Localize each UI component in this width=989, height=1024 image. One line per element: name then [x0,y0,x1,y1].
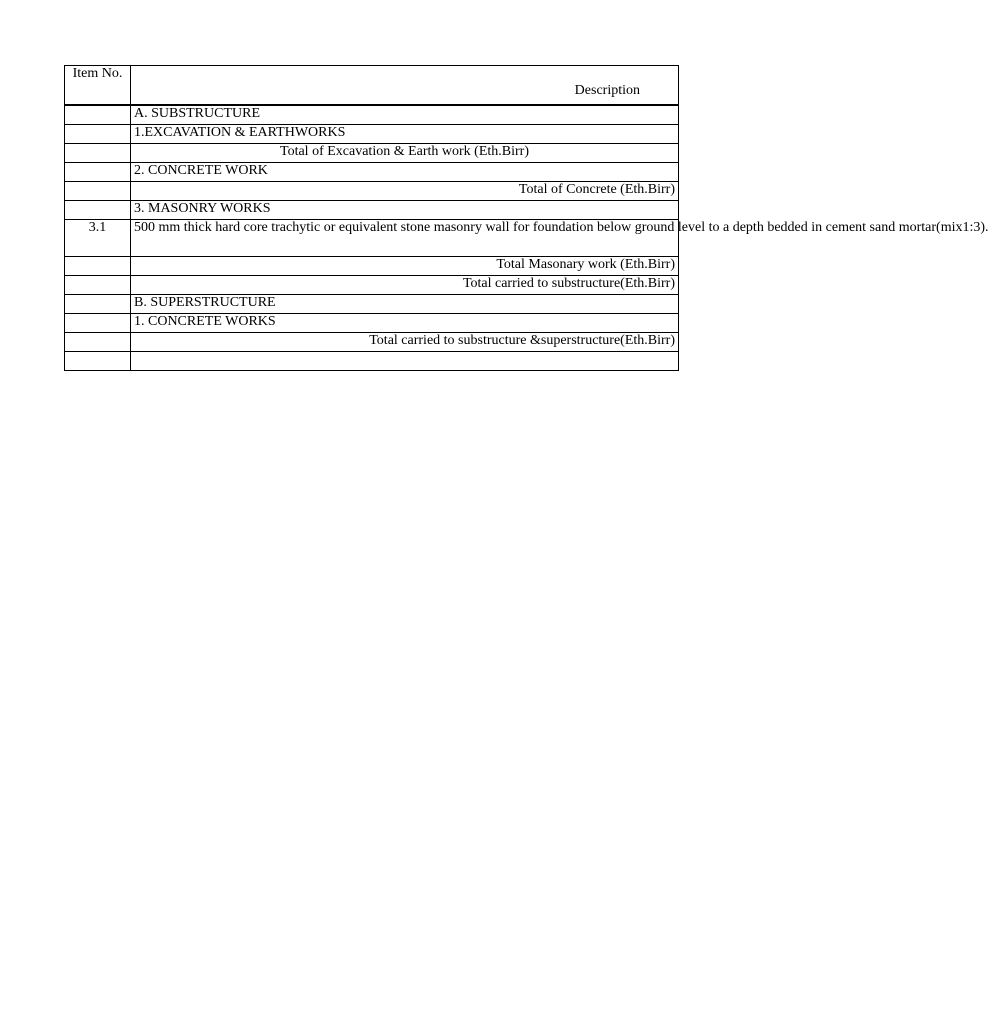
masonry-total: Total Masonary work (Eth.Birr) [131,257,679,276]
table-row [65,125,679,144]
table-row [65,295,679,314]
section-masonry: 3. MASONRY WORKS [131,201,679,220]
table-row [65,163,679,182]
table-row [65,333,679,352]
carried-sub-super-total: Total carried to substructure &superstructure(Eth.Birr) [131,333,679,352]
table-row [65,276,679,295]
table-row [65,144,679,163]
item-no-cell [65,295,131,314]
table-row [65,220,679,257]
item-no-cell: 3.1 [65,220,131,257]
boq-sheet [64,65,989,371]
table-row [65,182,679,201]
excavation-total: Total of Excavation & Earth work (Eth.Birr) [131,144,679,163]
header-row [65,66,679,106]
section-excavation: 1.EXCAVATION & EARTHWORKS [131,125,679,144]
section-superstructure: B. SUPERSTRUCTURE [131,295,679,314]
item-no-cell [65,276,131,295]
section-concrete: 2. CONCRETE WORK [131,163,679,182]
item-no-cell [65,352,131,371]
item-no-cell [65,125,131,144]
carried-substructure-total: Total carried to substructure(Eth.Birr) [131,276,679,295]
item-no-cell [65,144,131,163]
table-row [65,314,679,333]
table-row [65,201,679,220]
item-no-cell [65,257,131,276]
header-item-no: Item No. [65,66,131,106]
item-no-cell [65,182,131,201]
item-no-cell [65,105,131,125]
item-no-cell [65,314,131,333]
concrete-total: Total of Concrete (Eth.Birr) [131,182,679,201]
item-no-cell [65,333,131,352]
header-description-label: Description [574,83,640,98]
description-cell [131,352,679,371]
section-substructure: A. SUBSTRUCTURE [131,105,679,125]
item-no-cell [65,163,131,182]
section-concrete-works: 1. CONCRETE WORKS [131,314,679,333]
item-3-1-description: 500 mm thick hard core trachytic or equivalent stone masonry wall for foundation below ground level to a depth bedded in cement sand mortar(mix1:3). [131,220,679,257]
table-row [65,257,679,276]
table-row-empty [65,352,679,371]
item-no-cell [65,201,131,220]
boq-table [64,65,989,371]
table-row [65,105,679,125]
header-description [131,66,679,106]
